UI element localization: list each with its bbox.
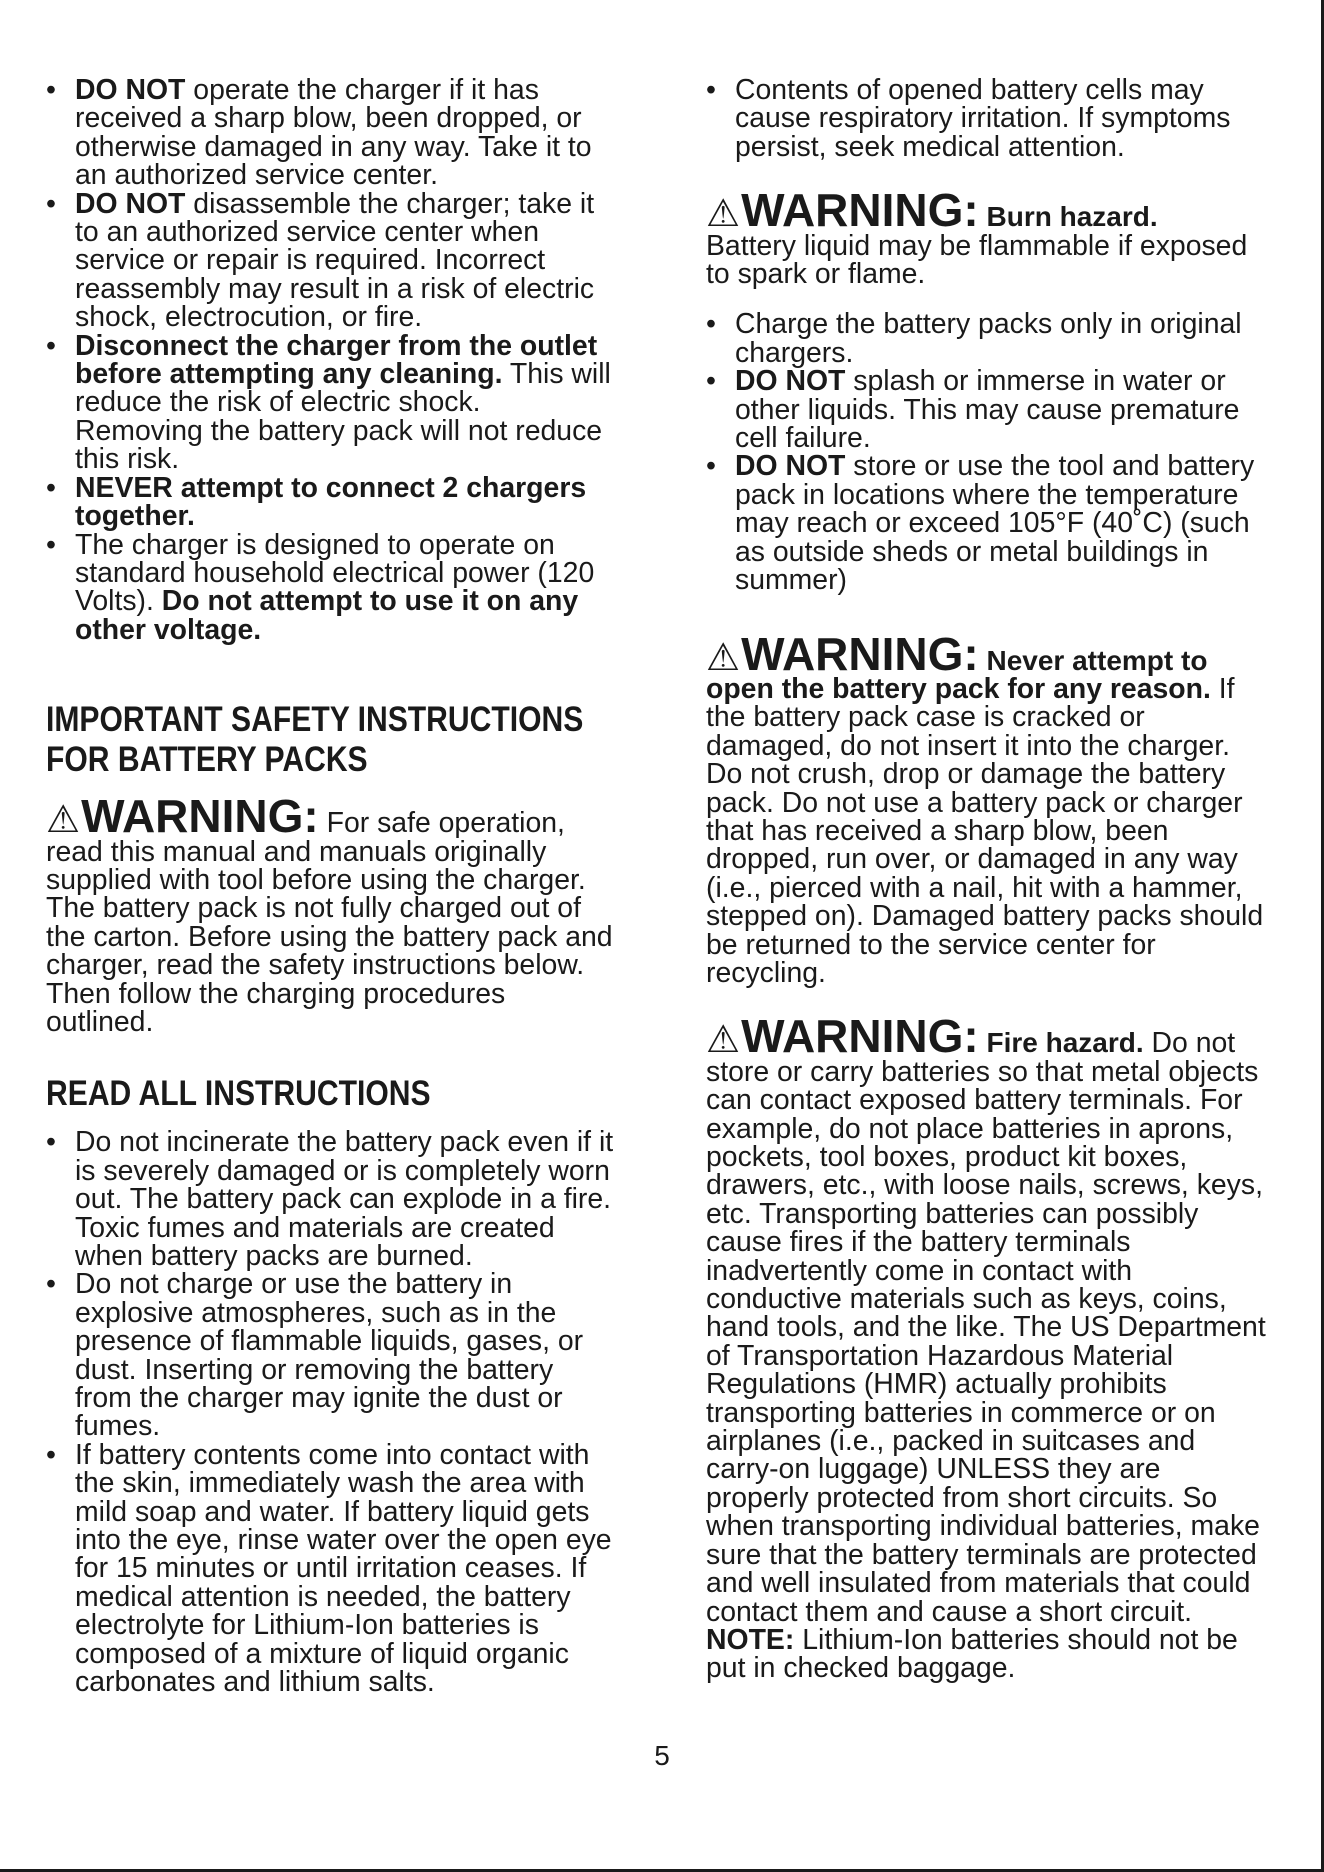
warning-safe-operation: ⚠WARNING: For safe operation, read this manual and manuals originally supplied with tool before using the charger. The battery pack is not fully charged out of the carton. Before using the battery pack and charger, read the safety instructions below. Then follow the charging procedures outlined. (46, 801, 616, 1036)
list-item: • NEVER attempt to connect 2 chargers together. (46, 474, 616, 531)
list-item: • DO NOT splash or immerse in water or other liquids. This may cause premature cell failure. (706, 367, 1266, 452)
cell-contents-list (706, 76, 1266, 161)
list-item: • Do not incinerate the battery pack even if it is severely damaged or is completely worn out. The battery pack can explode in a fire. Toxic fumes and materials are created when battery packs are burned. (46, 1128, 616, 1270)
section-heading-read-all: READ ALL INSTRUCTIONS (46, 1074, 431, 1114)
warning-triangle-icon: ⚠ (706, 193, 741, 236)
list-item: • DO NOT operate the charger if it has received a sharp blow, been dropped, or otherwise damaged in any way. Take it to an authorized service center. (46, 76, 616, 190)
warning-triangle-icon: ⚠ (706, 1019, 741, 1062)
warning-fire-hazard: ⚠WARNING: Fire hazard. Do not store or carry batteries so that metal objects can contact exposed battery terminals. For example, do not place batteries in aprons, pockets, tool boxes, product kit boxes, drawers, etc., with loose nails, screws, keys, etc. Transporting batteries can possibly cause fires if the battery terminals inadvertently come in contact with conductive materials such as keys, coins, hand tools, and the like. The US Department of Transportation Hazardous Material Regulations (HMR) actually prohibits transporting batteries in commerce or on airplanes (i.e., packed in suitcases and carry-on luggage) UNLESS they are properly protected from short circuits. So when transporting individual batteries, make sure that the battery terminals are protected and well insulated from materials that could contact them and cause a short circuit. NOTE: Lithium-Ion batteries should not be put in checked baggage. (706, 1010, 1266, 1685)
warning-body: read this manual and manuals originally supplied with tool before using the charger. The battery pack is not fully charged out of the carton. Before using the battery pack and charger, read the safety instructions below. Then follow the charging procedures outlined. (46, 835, 613, 1038)
warning-body: open the battery pack for any reason. If the battery pack case is cracked or damaged, do not insert it into the charger. Do not crush, drop or damage the battery pack. Do not use a battery pack or charger that has received a sharp blow, been dropped, run over, or damaged in any way (i.e., pierced with a nail, hit with a hammer, stepped on). Damaged battery packs should be returned to the service center for recycling. (706, 672, 1264, 989)
warning-never-open: ⚠WARNING: Never attempt to open the battery pack for any reason. If the battery pack case is cracked or damaged, do not insert it into the charger. Do not crush, drop or damage the battery pack. Do not use a battery pack or charger that has received a sharp blow, been dropped, run over, or damaged in any way (i.e., pierced with a nail, hit with a hammer, stepped on). Damaged battery packs should be returned to the service center for recycling. (706, 639, 1266, 988)
section-heading-battery-packs: IMPORTANT SAFETY INSTRUCTIONS FOR BATTERY PACKS (46, 700, 584, 780)
list-item: • Contents of opened battery cells may cause respiratory irritation. If symptoms persist, seek medical attention. (706, 76, 1266, 161)
list-item: • DO NOT disassemble the charger; take it to an authorized service center when service or repair is required. Incorrect reassembly may result in a risk of electric shock, electrocution, or fire. (46, 190, 616, 332)
warning-triangle-icon: ⚠ (46, 799, 81, 842)
battery-safety-list (46, 1126, 616, 1699)
list-item: • Do not charge or use the battery in explosive atmospheres, such as in the presence of flammable liquids, gases, or dust. Inserting or removing the battery from the charger may ignite the dust or fumes. (46, 1270, 616, 1440)
warning-triangle-icon: ⚠ (706, 636, 741, 679)
list-item: • DO NOT store or use the tool and battery pack in locations where the temperature may reach or exceed 105°F (40˚C) (such as outside sheds or metal buildings in summer) (706, 452, 1266, 594)
list-item: • If battery contents come into contact with the skin, immediately wash the area with mild soap and water. If battery liquid gets into the eye, rinse water over the open eye for 15 minutes or until irritation ceases. If medical attention is needed, the battery electrolyte for Lithium-Ion batteries is composed of a mixture of liquid organic carbonates and lithium salts. (46, 1441, 616, 1697)
note: NOTE: Lithium-Ion batteries should not be put in checked baggage. (706, 1623, 1238, 1685)
page-number: 5 (654, 1740, 670, 1771)
charger-safety-list (46, 76, 616, 644)
list-item: • The charger is designed to operate on standard household electrical power (120 Volts). Do not attempt to use it on any other voltage. (46, 531, 616, 645)
list-item: • Disconnect the charger from the outlet before attempting any cleaning. This will reduce the risk of electric shock. Removing the battery pack will not reduce this risk. (46, 332, 616, 474)
warning-body: Battery liquid may be flammable if exposed to spark or flame. (706, 229, 1248, 291)
charging-rules-list (706, 308, 1266, 597)
right-column (706, 76, 1266, 1683)
list-item: • Charge the battery packs only in original chargers. (706, 310, 1266, 367)
warning-burn-hazard: ⚠WARNING: Burn hazard. Battery liquid may be flammable if exposed to spark or flame. (706, 195, 1266, 288)
left-column (46, 76, 616, 1697)
